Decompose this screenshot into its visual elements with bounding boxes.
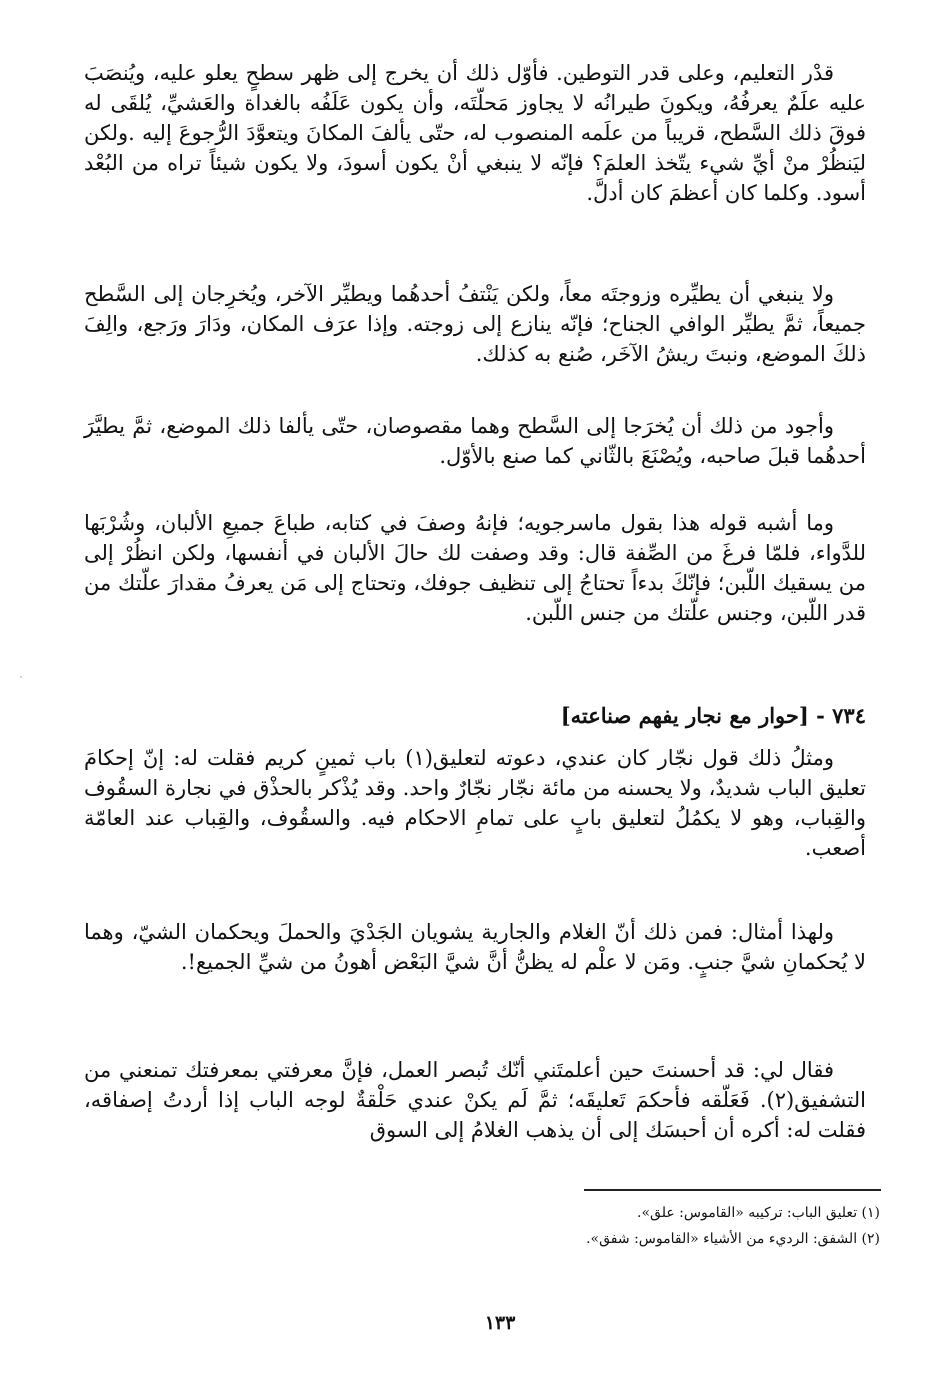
body-paragraph-4	[84, 508, 866, 628]
page-number: ١٣٣	[484, 1312, 516, 1334]
paragraph-text: ولهذا أمثال: فمن ذلك أنّ الغلام والجارية يشويان الجَدْيَ والحملَ ويحكمان الشيّ، وهما لا يُحكمانِ شيَّ جنبٍ. ومَن لا علْم له يظنُّ أنَّ شيَّ البَعْض أهونُ من شيِّ الجميع!.	[84, 920, 866, 974]
body-paragraph-2	[84, 279, 866, 369]
body-paragraph-1	[84, 58, 866, 208]
body-paragraph-6	[84, 917, 866, 977]
footnote-1: (١) تعليق الباب: تركيبه «القاموس: علق».	[637, 1205, 880, 1221]
paragraph-text: وما أشبه قوله هذا بقول ماسرجويه؛ فإنهُ وصفَ في كتابه، طباعَ جميعِ الألبان، وشُرْبَها للدَّواء، فلمّا فرغَ من الصِّفة قال: وقد وصفت لك حالَ الألبان في أنفسها، ولكن انظُرْ إلى من يسقيك اللّبن؛ فإنّكَ بدءاً تحتاجُ إلى تنظيف جوفك، وتحتاج إلى مَن يعرفُ مقدارَ علّتك من قدر اللّبن، وجنس علّتك من جنس اللّبن.	[84, 511, 866, 625]
body-paragraph-3	[84, 411, 866, 471]
body-paragraph-5	[84, 743, 866, 863]
paragraph-text: قدْر التعليم، وعلى قدر التوطين. فأوّل ذلك أن يخرج إلى ظهر سطحٍ يعلو عليه، ويُنصَبَ عليه علَمٌ يعرفُهُ، ويكونَ طيرانُه لا يجاوز مَحلّتَه، وأن يكون عَلَفُه بالغداة والعَشيِّ، يُلقَى له فوقَ ذلك السَّطح، قريباً من علَمه المنصوب له، حتّى يألفَ المكانَ ويتعوَّدَ الرُّجوعَ إليه .ولكن ليَنظُرْ منْ أيِّ شيء يتّخذ العلمَ؟ فإنّه لا ينبغي أنْ يكون أسودَ، ولا يكون شيئاً تراه من البُعْد أسود. وكلما كان أعظمَ كان أدلَّ.	[84, 61, 866, 205]
paragraph-text: فقال لي: قد أحسنتَ حين أعلمتَني أنّك تُبصر العمل، فإنَّ معرفتي بمعرفتك تمنعني من التشفيق(٢). فَعَلّقه فأحكمَ تَعليقَه؛ ثمَّ لَم يكنْ عندي حَلْقةٌ لوجه الباب إذا أردتُ إصفاقه، فقلت له: أكره أن أحبسَك إلى أن يذهب الغلامُ إلى السوق	[84, 1058, 866, 1142]
section-heading: ٧٣٤ - [حوار مع نجار يفهم صناعته]	[560, 703, 866, 728]
paragraph-text: ولا ينبغي أن يطيِّره وزوجتَه معاً، ولكن يَنْتفُ أحدهُما ويطيِّر الآخر، ويُخرِجان إلى السَّطح جميعاً، ثمَّ يطيِّر الوافي الجناح؛ فإنّه ينازع إلى زوجته. وإذا عرَف المكان، ودَارَ ورَجع، والِفَ ذلكَ الموضع، ونبتَ ريشُ الآخَر، صُنع به كذلك.	[84, 282, 866, 366]
footnotes	[98, 1200, 880, 1252]
scan-speck	[20, 676, 22, 678]
footnote-divider	[584, 1189, 881, 1191]
footnote-2: (٢) الشفق: الرديء من الأشياء «القاموس: شفق».	[586, 1231, 880, 1247]
body-paragraph-7	[84, 1055, 866, 1145]
paragraph-text: وأجود من ذلك أن يُخرَجا إلى السَّطح وهما مقصوصان، حتّى يألفا ذلك الموضع، ثمَّ يطيَّرَ أحدهُما قبلَ صاحبه، ويُصْنَعَ بالثّاني كما صنع بالأوّل.	[84, 414, 866, 468]
paragraph-text: ومثلُ ذلك قول نجّار كان عندي، دعوته لتعليق(١) باب ثمينٍ كريم فقلت له: إنّ إحكامَ تعليق الباب شديدٌ، ولا يحسنه من مائة نجّار نجّارٌ واحد. وقد يُذْكر بالحذْق في نجارة السقُوف والقِباب، وهو لا يكمُلُ لتعليق بابٍ على تمامِ الاحكام فيه. والسقُوف، والقِباب عند العامّة أصعب.	[84, 746, 866, 860]
